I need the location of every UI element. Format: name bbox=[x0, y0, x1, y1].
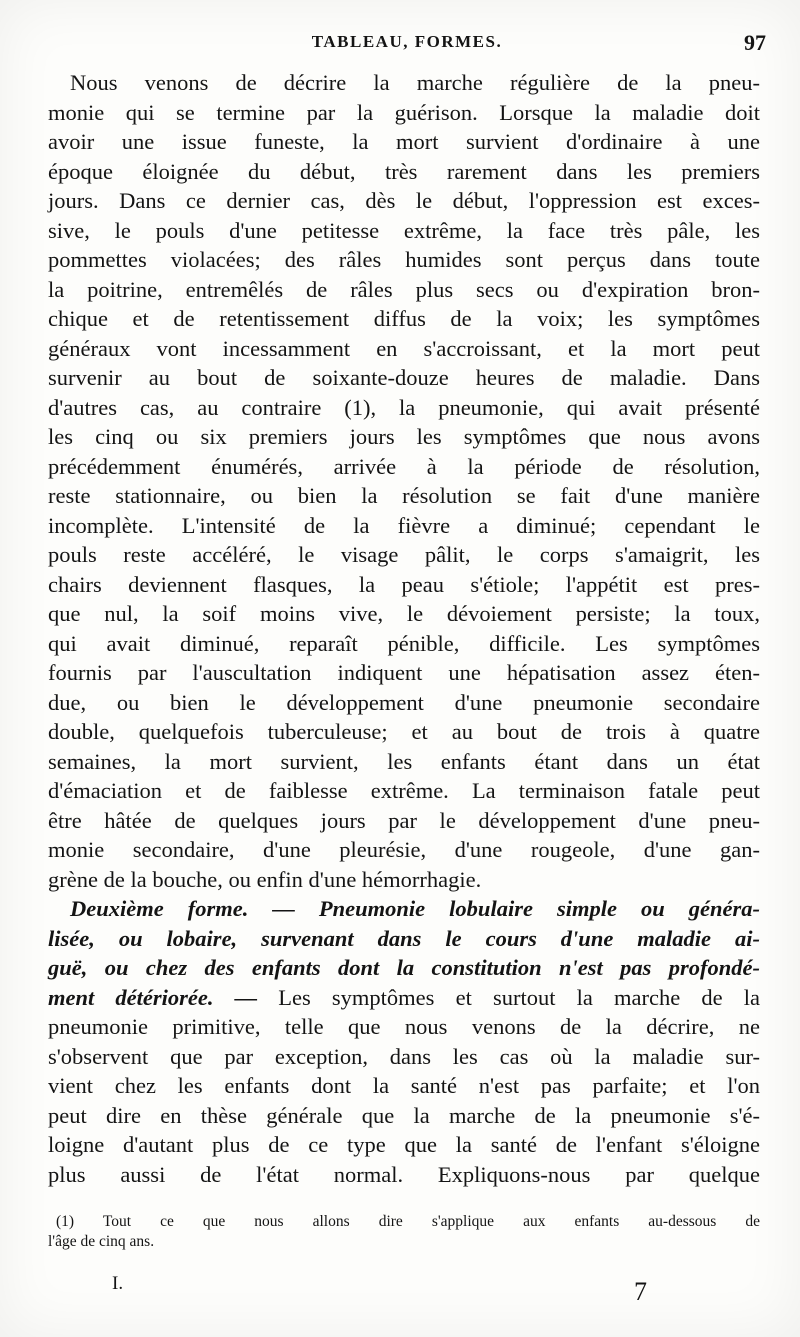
footnote-line: (1) Tout ce que nous allons dire s'applique aux enfants au-dessous de bbox=[56, 1213, 760, 1230]
text-line: que nul, la soif moins vive, le dévoiement persiste; la toux, bbox=[48, 601, 760, 626]
text-line: pommettes violacées; des râles humides sont perçus dans toute bbox=[48, 247, 760, 272]
section-heading-line: lisée, ou lobaire, survenant dans le cours d'une maladie ai- bbox=[48, 925, 760, 951]
page-number: 97 bbox=[744, 30, 766, 55]
text-line: grène de la bouche, ou enfin d'une hémorrhagie. bbox=[48, 866, 482, 892]
text-line: sive, le pouls d'une petitesse extrême, la face très pâle, les bbox=[48, 217, 760, 243]
text-line: s'observent que par exception, dans les cas où la maladie sur- bbox=[48, 1043, 760, 1069]
text-line: survenir au bout de soixante-douze heures de maladie. Dans bbox=[48, 365, 760, 390]
text-line: généraux vont incessamment en s'accroissant, et la mort peut bbox=[48, 335, 760, 361]
text-line: double, quelquefois tuberculeuse; et au bout de trois à quatre bbox=[48, 719, 760, 744]
body-text bbox=[48, 68, 760, 1189]
text-line: jours. Dans ce dernier cas, dès le début, l'oppression est exces- bbox=[48, 188, 760, 213]
text-line: pneumonie primitive, telle que nous venons de la décrire, ne bbox=[48, 1014, 760, 1039]
sheet-number: 7 bbox=[634, 1277, 647, 1306]
text-line: époque éloignée du début, très rarement dans les premiers bbox=[48, 158, 760, 184]
text-line: semaines, la mort survient, les enfants étant dans un état bbox=[48, 748, 760, 774]
text-line: monie qui se termine par la guérison. Lorsque la maladie doit bbox=[48, 99, 760, 125]
text-line: être hâtée de quelques jours par le développement d'une pneu- bbox=[48, 807, 760, 833]
section-heading-end: ment détériorée. — bbox=[48, 984, 258, 1010]
mixed-line-text: Les symptômes et surtout la marche de la bbox=[257, 984, 760, 1010]
text-line: loigne d'autant plus de ce type que la santé de l'enfant s'éloigne bbox=[48, 1132, 760, 1157]
footnote-line: l'âge de cinq ans. bbox=[48, 1233, 155, 1250]
text-line: les cinq ou six premiers jours les symptômes que nous avons bbox=[48, 424, 760, 449]
first-paragraph bbox=[48, 68, 760, 894]
mixed-line bbox=[48, 983, 760, 1013]
text-line: qui avait diminué, reparaît pénible, difficile. Les symptômes bbox=[48, 630, 760, 656]
text-line: reste stationnaire, ou bien la résolution se fait d'une manière bbox=[48, 483, 760, 508]
text-line: incomplète. L'intensité de la fièvre a diminué; cependant le bbox=[48, 512, 760, 538]
text-line: précédemment énumérés, arrivée à la période de résolution, bbox=[48, 453, 760, 479]
text-line: d'autres cas, au contraire (1), la pneumonie, qui avait présenté bbox=[48, 394, 760, 420]
text-line: vient chez les enfants dont la santé n'est pas parfaite; et l'on bbox=[48, 1073, 760, 1098]
text-line: fournis par l'auscultation indiquent une hépatisation assez éten- bbox=[48, 660, 760, 685]
text-line: pouls reste accéléré, le visage pâlit, le corps s'amaigrit, les bbox=[48, 542, 760, 567]
text-line: chairs deviennent flasques, la peau s'étiole; l'appétit est pres- bbox=[48, 571, 760, 597]
footnote bbox=[48, 1212, 760, 1252]
running-head bbox=[48, 32, 766, 58]
second-form-paragraph bbox=[48, 894, 760, 1189]
section-heading-line: guë, ou chez des enfants dont la constitution n'est pas profondé- bbox=[48, 955, 760, 980]
text-line: monie secondaire, d'une pleurésie, d'une rougeole, d'une gan- bbox=[48, 837, 760, 862]
text-line: avoir une issue funeste, la mort survient d'ordinaire à une bbox=[48, 129, 760, 154]
text-line: plus aussi de l'état normal. Expliquons-nous par quelque bbox=[48, 1161, 760, 1187]
text-line: due, ou bien le développement d'une pneumonie secondaire bbox=[48, 689, 760, 715]
text-line: chique et de retentissement diffus de la voix; les symptômes bbox=[48, 306, 760, 331]
text-line: d'émaciation et de faiblesse extrême. La terminaison fatale peut bbox=[48, 778, 760, 803]
section-heading-line: Deuxième forme. — Pneumonie lobulaire simple ou généra- bbox=[70, 896, 760, 921]
text-line: Nous venons de décrire la marche régulière de la pneu- bbox=[70, 70, 760, 95]
signature-mark: I. bbox=[112, 1273, 124, 1294]
text-line: la poitrine, entremêlés de râles plus secs ou d'expiration bron- bbox=[48, 276, 760, 302]
running-title: TABLEAU, FORMES. bbox=[311, 32, 503, 51]
text-line: peut dire en thèse générale que la marche de la pneumonie s'é- bbox=[48, 1102, 760, 1128]
